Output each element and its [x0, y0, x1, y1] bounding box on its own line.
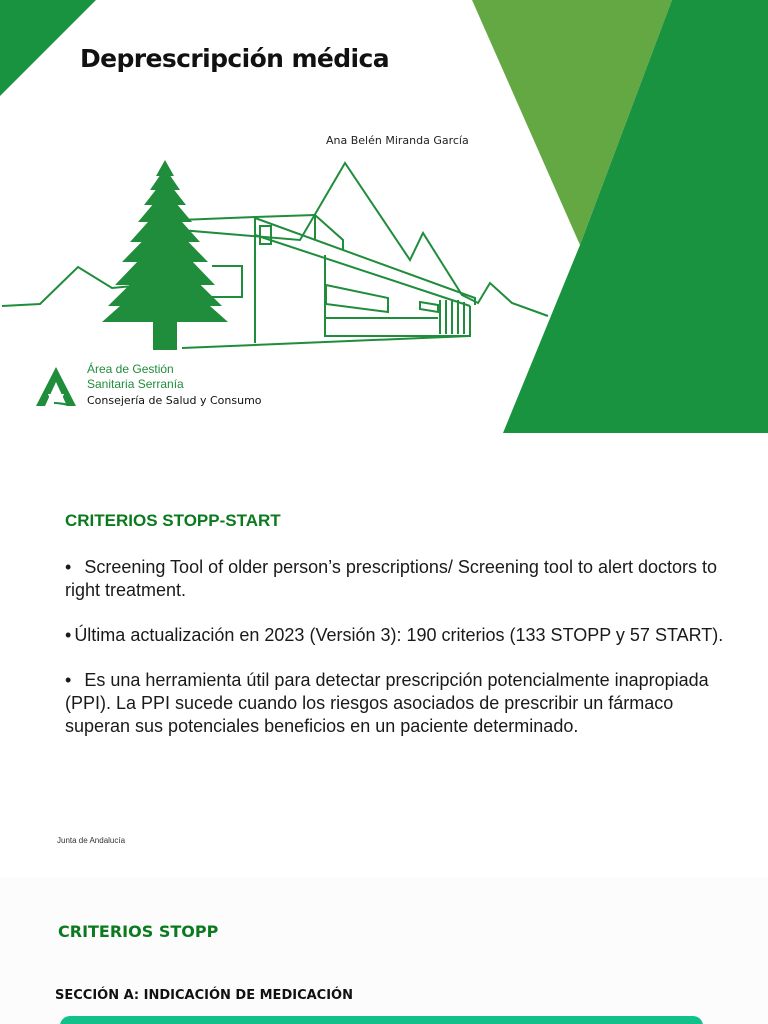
logo-text-sanitaria: Sanitaria Serranía [87, 377, 184, 391]
slide-heading: CRITERIOS STOPP [58, 922, 219, 941]
section-title: SECCIÓN A: INDICACIÓN DE MEDICACIÓN [55, 988, 353, 1003]
title-slide [0, 0, 768, 433]
bullet-text: Última actualización en 2023 (Versión 3): 190 criterios (133 STOPP y 57 START). [74, 625, 724, 645]
bullet-item [65, 624, 725, 647]
bullet-text: Es una herramienta útil para detectar prescripción potencialmente inapropiada (PPI). La PPI sucede cuando los riesgos asociados de prescribir un fármaco superan sus potenciales beneficios en un paciente determinado. [65, 670, 709, 736]
bullet-icon: • [65, 557, 72, 577]
author-name: Ana Belén Miranda García [326, 134, 469, 147]
bullet-icon: • [65, 670, 72, 690]
bullet-text: Screening Tool of older person’s prescriptions/ Screening tool to alert doctors to right treatment. [65, 557, 718, 600]
building-illustration [180, 215, 475, 348]
tree-illustration [102, 160, 228, 350]
institution-logo [32, 362, 292, 412]
footer-credit: Junta de Andalucía [57, 836, 126, 845]
bullet-item [65, 669, 725, 738]
junta-andalucia-logo-icon [32, 362, 80, 410]
section-bar [60, 1016, 703, 1024]
bullet-item [65, 556, 725, 602]
logo-text-consejeria: Consejería de Salud y Consumo [87, 394, 262, 407]
criteria-slide [0, 433, 768, 857]
bullet-list [65, 556, 725, 760]
presentation-title: Deprescripción médica [80, 44, 390, 73]
stopp-slide [0, 878, 768, 1024]
mountain-line [2, 163, 548, 316]
slide-heading: CRITERIOS STOPP-START [65, 511, 281, 530]
logo-text-area: Área de Gestión [87, 362, 174, 376]
bullet-icon: • [65, 625, 72, 645]
